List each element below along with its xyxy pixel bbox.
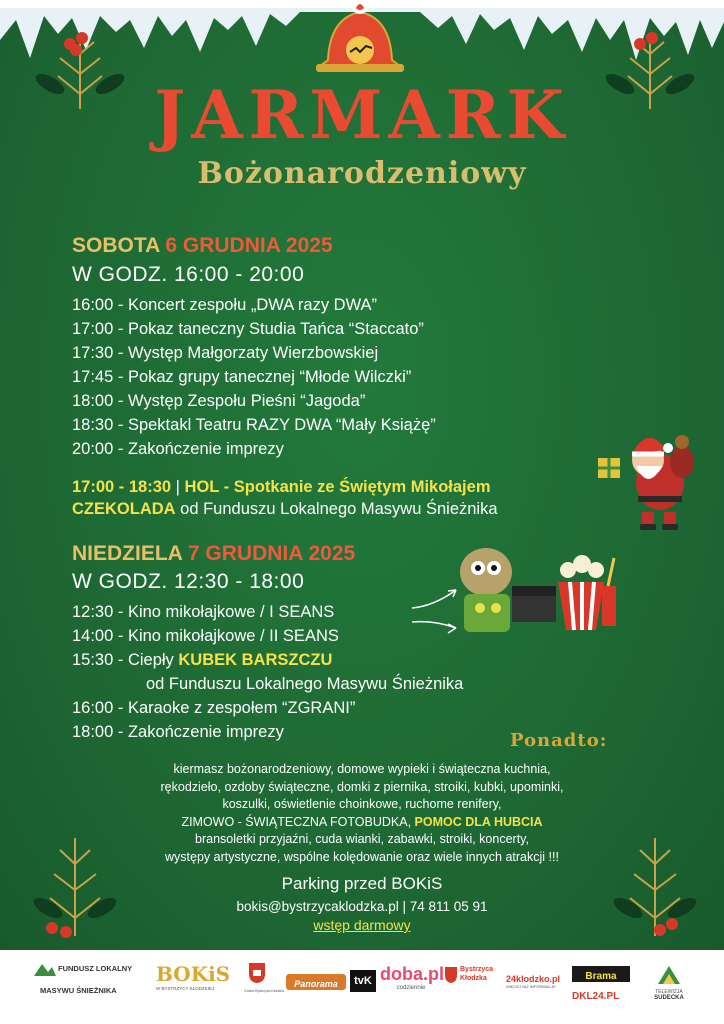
doba-name: doba.pl [380,964,444,984]
schedule-item: 16:00 - Karaoke z zespołem “ZGRANI” [72,699,356,717]
chocolate-rest: od Funduszu Lokalnego Masywu Śnieżnika [175,500,498,518]
bokis-sub: W BYSTRZYCY KŁODZKIEJ [156,986,215,991]
dkl24-name: DKL24.PL [572,991,620,1002]
sunday-date: 7 GRUDNIA 2025 [187,542,356,565]
phone-number: 74 811 05 91 [409,899,488,914]
bystrzyca-name-1: Bystrzyca [460,966,494,973]
gmina-name: Gmina Bystrzyca Kłodzka [244,989,284,993]
sunday-day: NIEDZIELA [72,542,183,565]
mountain-icon [34,962,56,976]
schedule-item: 18:00 - Występ Zespołu Pieśni “Jagoda” [72,392,366,410]
saturday-heading [72,234,333,258]
chocolate-label: CZEKOLADA [72,500,176,518]
arrow-icon [410,586,460,612]
coat-of-arms-icon [248,962,266,984]
santa-separator: | [171,478,185,496]
24klodzko-sub: WIĘCEJ NIŻ INFORMACJE [506,984,556,989]
poster-title: JARMARK [154,76,570,154]
borscht-prefix: 15:30 - Ciepły [72,651,179,669]
extras-line: kiermasz bożonarodzeniowy, domowe wypieki i świąteczna kuchnia, [173,762,551,776]
bokis-logo [156,962,242,991]
doba-sub: codziennie [396,985,426,991]
photobooth-text: ZIMOWO - ŚWIĄTECZNA FOTOBUDKA, [181,814,415,829]
gmina-logo [244,962,284,993]
shield-icon [444,966,458,984]
doba-logo [380,964,442,991]
contact-info [0,899,724,914]
cinema-popcorn-icon [456,542,620,638]
extras-line: bransoletki przyjaźni, cuda wianki, zabawki, stroiki, koncerty, [195,832,529,846]
schedule-item-continuation: od Funduszu Lokalnego Masywu Śnieżnika [146,675,464,693]
bokis-name: BOKiS [156,962,231,986]
brama-name: Brama [585,971,617,982]
parking-info: Parking przed BOKiS [281,874,443,893]
saturday-day: SOBOTA [72,234,160,257]
tv-sudecka-name-1: TELEWIZJA [655,989,683,995]
schedule-item: 18:00 - Zakończenie imprezy [72,723,284,741]
extras-line: rękodzieło, ozdoby świąteczne, domki z piernika, stroiki, kubki, upominki, [160,779,564,794]
extras-line: występy artystyczne, wspólne kolędowanie oraz wiele innych atrakcji !!! [165,849,559,864]
schedule-item: 17:45 - Pokaz grupy tanecznej “Młode Wilczki” [72,368,412,386]
extras-list [50,761,674,866]
tvk-logo [350,970,376,992]
panorama-name: Panorama [294,979,338,989]
schedule-item: 18:30 - Spektakl Teatru RAZY DWA “Mały Książę” [72,416,436,434]
free-entry: wstęp darmowy [313,917,411,933]
help-hubcio-text: POMOC DLA HUBCIA [414,814,543,829]
bell-icon [300,0,420,82]
sunday-schedule [72,600,463,744]
arrow-icon [410,618,460,636]
schedule-item: 20:00 - Zakończenie imprezy [72,440,284,458]
panorama-logo [286,974,346,990]
contact-separator: | [398,899,410,914]
schedule-item: 17:00 - Pokaz taneczny Studia Tańca “Staccato” [72,320,424,338]
dkl24-logo [572,986,632,1004]
poster-subtitle: Bożonarodzeniowy [197,156,527,191]
santa-claus-icon [594,420,698,532]
fundusz-name-1: FUNDUSZ LOKALNY [58,964,133,973]
extras-line: koszulki, oświetlenie choinkowe, ruchome renifery, [222,797,502,811]
saturday-date: 6 GRUDNIA 2025 [165,234,333,257]
fundusz-name-2: MASYWU ŚNIEŻNIKA [40,986,117,995]
extras-heading: Ponadto: [510,730,608,751]
schedule-item: 16:00 - Koncert zespołu „DWA razy DWA” [72,296,378,314]
tvk-name: tvK [354,975,372,987]
schedule-item: 14:00 - Kino mikołajkowe / II SEANS [72,627,339,645]
sunday-heading [72,542,355,566]
schedule-item [72,648,463,672]
borscht-highlight: KUBEK BARSZCZU [178,651,333,669]
24klodzko-name: 24klodzko.pl [506,974,561,984]
santa-hol: HOL - Spotkanie ze Świętym Mikołajem [184,478,491,496]
brama-logo [572,966,630,982]
email-link[interactable]: bokis@bystrzycaklodzka.pl [236,899,399,914]
tv-sudecka-icon [658,964,680,984]
santa-time: 17:00 - 18:30 [72,478,172,496]
extras-line [50,814,674,832]
saturday-schedule [72,293,436,461]
saturday-hours: W GODZ. 16:00 - 20:00 [72,263,305,286]
sponsors-bar [0,950,724,1024]
schedule-item: 12:30 - Kino mikołajkowe / I SEANS [72,603,335,621]
tv-sudecka-name-2: SUDECKA [654,995,684,1001]
tv-sudecka-logo [640,964,698,1001]
santa-meeting [72,476,498,520]
24klodzko-logo [506,974,564,989]
bystrzyca-name-2: Kłodzka [460,975,487,982]
sunday-hours: W GODZ. 12:30 - 18:00 [72,570,305,593]
schedule-item: 17:30 - Występ Małgorzaty Wierzbowskiej [72,344,379,362]
